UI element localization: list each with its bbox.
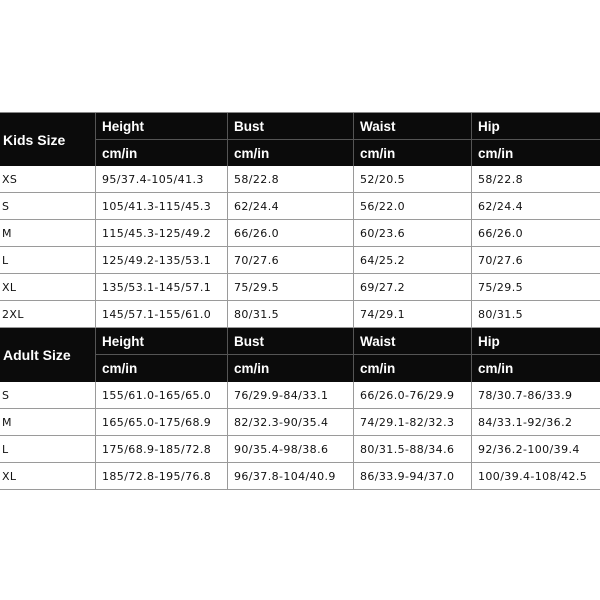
waist-cell: 52/20.5 <box>354 166 472 192</box>
size-cell: L <box>0 436 96 462</box>
size-cell: S <box>0 193 96 219</box>
hip-cell: 70/27.6 <box>478 253 523 267</box>
hip-cell: 66/26.0 <box>478 226 523 240</box>
table-row <box>0 247 600 274</box>
waist-cell: 86/33.9-94/37.0 <box>354 463 472 489</box>
height-cell: 115/45.3-125/49.2 <box>96 220 228 246</box>
kids-col-height <box>96 113 228 166</box>
unit-label: cm/in <box>354 139 471 166</box>
table-row <box>0 220 600 247</box>
size-cell: XL <box>0 463 96 489</box>
size-cell: XS <box>0 166 96 192</box>
waist-cell: 80/31.5-88/34.6 <box>354 436 472 462</box>
bust-cell: 75/29.5 <box>228 274 354 300</box>
hip-cell: 92/36.2-100/39.4 <box>478 442 580 456</box>
table-row <box>0 274 600 301</box>
col-label: Waist <box>360 333 396 349</box>
height-cell: 165/65.0-175/68.9 <box>96 409 228 435</box>
waist-cell: 74/29.1-82/32.3 <box>354 409 472 435</box>
height-cell: 145/57.1-155/61.0 <box>96 301 228 327</box>
height-cell: 175/68.9-185/72.8 <box>96 436 228 462</box>
bust-cell: 82/32.3-90/35.4 <box>228 409 354 435</box>
table-row <box>0 463 600 490</box>
waist-cell: 64/25.2 <box>354 247 472 273</box>
height-cell: 105/41.3-115/45.3 <box>96 193 228 219</box>
unit-label: cm/in <box>472 354 600 381</box>
bust-cell: 66/26.0 <box>228 220 354 246</box>
bust-cell: 90/35.4-98/38.6 <box>228 436 354 462</box>
col-label: Height <box>102 118 144 134</box>
kids-col-waist <box>354 113 472 166</box>
table-row <box>0 166 600 193</box>
hip-cell: 62/24.4 <box>478 199 523 213</box>
col-label: Bust <box>234 333 264 349</box>
adult-col-bust <box>228 328 354 382</box>
waist-cell: 74/29.1 <box>354 301 472 327</box>
hip-cell: 84/33.1-92/36.2 <box>478 415 573 429</box>
bust-cell: 62/24.4 <box>228 193 354 219</box>
waist-cell: 66/26.0-76/29.9 <box>354 382 472 408</box>
height-cell: 185/72.8-195/76.8 <box>96 463 228 489</box>
waist-cell: 69/27.2 <box>354 274 472 300</box>
table-row <box>0 301 600 328</box>
adult-col-height <box>96 328 228 382</box>
table-row <box>0 193 600 220</box>
size-chart <box>0 112 600 490</box>
adult-size-title: Adult Size <box>0 328 96 382</box>
hip-cell: 80/31.5 <box>478 307 523 321</box>
height-cell: 155/61.0-165/65.0 <box>96 382 228 408</box>
unit-label: cm/in <box>228 354 353 381</box>
height-cell: 125/49.2-135/53.1 <box>96 247 228 273</box>
kids-col-hip <box>472 113 600 166</box>
size-cell: M <box>0 409 96 435</box>
unit-label: cm/in <box>472 139 600 166</box>
table-row <box>0 436 600 463</box>
hip-cell: 75/29.5 <box>478 280 523 294</box>
unit-label: cm/in <box>96 354 227 381</box>
kids-table-header <box>0 113 600 166</box>
kids-col-bust <box>228 113 354 166</box>
size-cell: M <box>0 220 96 246</box>
kids-size-title: Kids Size <box>0 113 96 166</box>
unit-label: cm/in <box>96 139 227 166</box>
unit-label: cm/in <box>228 139 353 166</box>
waist-cell: 56/22.0 <box>354 193 472 219</box>
size-cell: L <box>0 247 96 273</box>
adult-col-waist <box>354 328 472 382</box>
waist-cell: 60/23.6 <box>354 220 472 246</box>
table-row <box>0 382 600 409</box>
hip-cell: 100/39.4-108/42.5 <box>478 469 588 483</box>
size-cell: XL <box>0 274 96 300</box>
col-label: Hip <box>478 333 500 349</box>
col-label: Height <box>102 333 144 349</box>
col-label: Hip <box>478 118 500 134</box>
hip-cell: 58/22.8 <box>478 172 523 186</box>
bust-cell: 96/37.8-104/40.9 <box>228 463 354 489</box>
bust-cell: 70/27.6 <box>228 247 354 273</box>
bust-cell: 76/29.9-84/33.1 <box>228 382 354 408</box>
bust-cell: 80/31.5 <box>228 301 354 327</box>
adult-col-hip <box>472 328 600 382</box>
height-cell: 95/37.4-105/41.3 <box>96 166 228 192</box>
size-cell: S <box>0 382 96 408</box>
table-row <box>0 409 600 436</box>
adult-table-header <box>0 328 600 382</box>
col-label: Waist <box>360 118 396 134</box>
height-cell: 135/53.1-145/57.1 <box>96 274 228 300</box>
size-cell: 2XL <box>0 301 96 327</box>
bust-cell: 58/22.8 <box>228 166 354 192</box>
col-label: Bust <box>234 118 264 134</box>
hip-cell: 78/30.7-86/33.9 <box>478 388 573 402</box>
unit-label: cm/in <box>354 354 471 381</box>
